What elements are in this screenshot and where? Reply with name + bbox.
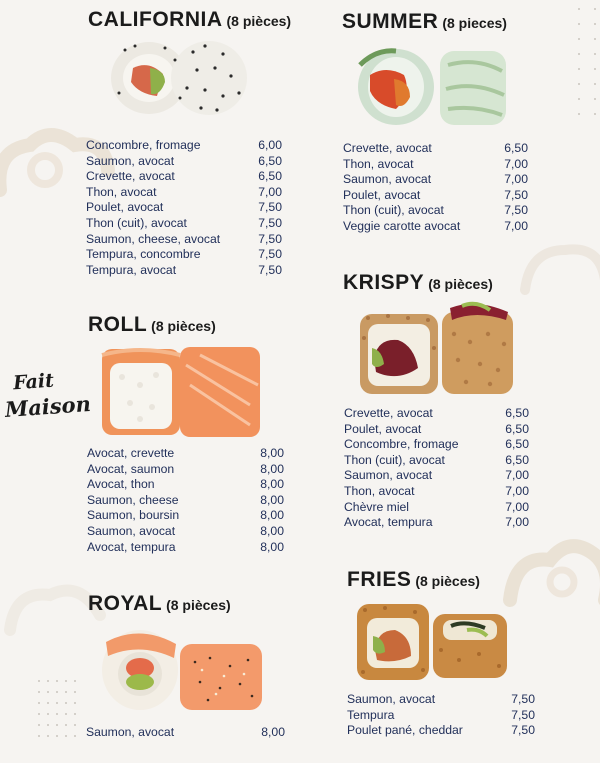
item-price: 7,50 [511,707,535,722]
item-name: Chèvre miel [344,499,410,514]
item-name: Saumon, cheese [87,492,179,507]
item-price: 8,00 [260,508,284,523]
list-item [86,216,282,232]
fait-maison-line-2: Maison [4,391,92,422]
california-price-list [86,138,282,278]
royal-price-list [86,725,285,741]
item-price: 7,00 [504,156,528,171]
list-item [344,406,529,422]
krispy-roll-image [358,298,515,396]
list-item [343,219,528,235]
cloud-swirl-right-bottom-decoration [500,530,600,620]
list-item [87,493,284,509]
item-name: Avocat, tempura [87,539,176,554]
item-price: 7,50 [504,187,528,202]
item-price: 8,00 [260,461,284,476]
item-name: Tempura, concombre [86,247,201,262]
item-name: Avocat, thon [87,477,155,492]
item-price: 8,00 [260,477,284,492]
section-title [347,568,480,592]
summer-roll-image [356,45,509,127]
item-price: 7,00 [505,515,529,530]
list-item [87,446,284,462]
item-price: 6,50 [505,406,529,420]
roll-price-list [87,446,284,555]
item-price: 7,50 [258,231,282,246]
item-price: 6,00 [258,138,282,152]
item-name: Saumon, avocat [347,692,436,706]
item-name: Saumon, avocat [86,725,175,739]
item-name: Concombre, fromage [344,437,459,452]
item-name: Concombre, fromage [86,138,201,152]
item-price: 7,00 [504,218,528,233]
item-name: Poulet, avocat [86,200,164,215]
item-price: 7,00 [505,483,529,498]
item-price: 6,50 [258,153,282,168]
list-item [344,484,529,500]
item-name: Avocat, tempura [344,515,433,530]
roll-image [100,345,262,440]
dot-pattern-top-right-decoration [578,8,596,115]
list-item [86,247,282,263]
section-title-text: CALIFORNIA [88,8,223,31]
section-title [88,313,216,337]
item-name: Veggie carotte avocat [343,218,461,233]
item-price: 7,50 [511,723,535,738]
item-name: Thon, avocat [343,156,414,171]
section-krispy [343,271,493,295]
list-item [86,185,282,201]
list-item [344,468,529,484]
item-price: 7,50 [258,247,282,262]
section-california [88,8,291,32]
item-price: 6,50 [505,437,529,452]
section-title [88,8,291,32]
section-subtitle: (8 pièces) [166,597,231,613]
item-name: Avocat, crevette [87,446,175,460]
list-item [344,500,529,516]
item-name: Poulet, avocat [343,187,421,202]
list-item [86,154,282,170]
item-name: Poulet pané, cheddar [347,723,463,738]
section-summer [342,10,507,34]
list-item [344,422,529,438]
section-title-text: ROLL [88,313,148,336]
section-subtitle: (8 pièces) [428,276,493,292]
list-item [344,515,529,531]
list-item [347,708,535,724]
item-price: 7,00 [504,172,528,187]
item-name: Crevette, avocat [86,169,175,184]
item-name: Thon, avocat [344,483,415,498]
list-item [344,453,529,469]
item-price: 8,00 [260,523,284,538]
item-name: Saumon, avocat [344,468,433,483]
list-item [87,477,284,493]
item-price: 7,00 [258,184,282,199]
section-subtitle: (8 pièces) [415,573,480,589]
california-roll-image [105,38,250,120]
item-price: 8,00 [261,725,285,739]
item-name: Thon (cuit), avocat [86,215,187,230]
item-name: Saumon, avocat [87,523,176,538]
list-item [86,200,282,216]
item-name: Tempura [347,707,395,722]
list-item [347,692,535,708]
list-item [343,188,528,204]
section-title-text: SUMMER [342,10,439,33]
item-name: Saumon, cheese, avocat [86,231,221,246]
item-name: Thon (cuit), avocat [344,452,445,467]
item-name: Avocat, saumon [87,461,175,476]
section-roll [88,313,216,337]
section-subtitle: (8 pièces) [151,318,216,334]
list-item [86,232,282,248]
dot-pattern-bottom-left-decoration [38,680,76,737]
section-fries [347,568,480,592]
section-subtitle: (8 pieces) [442,15,507,31]
list-item [343,141,528,157]
list-item [344,437,529,453]
section-title [343,271,493,295]
section-title-text: FRIES [347,568,412,591]
item-name: Crevette, avocat [344,406,433,420]
fait-maison-label [2,365,91,423]
item-price: 6,50 [504,141,528,155]
item-name: Poulet, avocat [344,421,422,436]
list-item [86,263,282,279]
item-name: Crevette, avocat [343,141,432,155]
item-price: 6,50 [505,421,529,436]
list-item [347,723,535,739]
fait-maison-line-1: Fait [12,369,55,395]
section-royal [88,592,231,616]
cloud-swirl-right-top-decoration [520,230,600,310]
list-item [343,203,528,219]
item-price: 8,00 [260,539,284,554]
section-title [88,592,231,616]
item-name: Thon, avocat [86,184,157,199]
item-price: 8,00 [260,446,284,460]
item-price: 7,00 [505,468,529,483]
section-subtitle: (8 pièces) [226,13,292,29]
list-item [343,157,528,173]
list-item [87,508,284,524]
fries-price-list [347,692,535,739]
item-price: 7,50 [258,262,282,277]
item-price: 7,50 [258,200,282,215]
section-title-text: KRISPY [343,271,425,294]
krispy-price-list [344,406,529,531]
list-item [343,172,528,188]
item-name: Saumon, boursin [87,508,180,523]
item-name: Thon (cuit), avocat [343,203,444,218]
item-price: 7,00 [505,499,529,514]
list-item [86,169,282,185]
section-title-text: ROYAL [88,592,163,615]
item-price: 8,00 [260,492,284,507]
royal-roll-image [100,622,265,714]
item-name: Saumon, avocat [86,153,175,168]
item-name: Saumon, avocat [343,172,432,187]
item-price: 7,50 [258,215,282,230]
list-item [86,725,285,741]
item-name: Tempura, avocat [86,262,177,277]
summer-price-list [343,141,528,235]
fries-roll-image [355,600,510,682]
section-title [342,10,507,34]
item-price: 6,50 [258,169,282,184]
item-price: 6,50 [505,452,529,467]
item-price: 7,50 [504,203,528,218]
list-item [87,524,284,540]
list-item [87,462,284,478]
list-item [86,138,282,154]
list-item [87,540,284,556]
item-price: 7,50 [511,692,535,706]
